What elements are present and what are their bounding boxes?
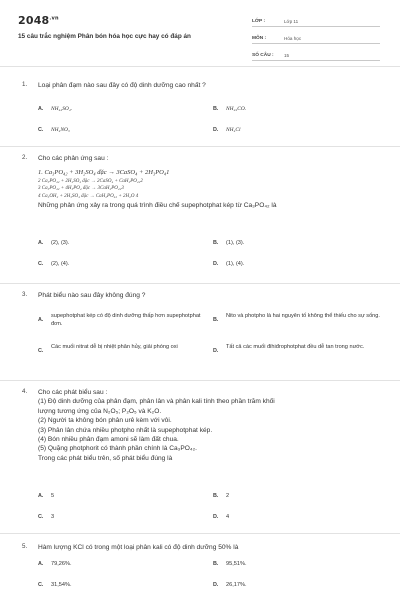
question-line: Loại phân đạm nào sau đây có độ dinh dưỡng cao nhất ? [38,82,206,89]
reaction-equation: 1. Ca₃PO₄₂ + 3H₂SO₄ đặc → 3CaSO₄ + 2H₃PO₄1 [38,169,170,177]
option-c[interactable] [38,344,208,354]
reaction-equation: 4 Ca₃OH₂ + 2H₃SO₄ đặc → CaH₂PO₄₂ + 2H₂O 4 [38,194,139,199]
meta-key: LỚP : [252,19,266,24]
option-letter: A. [38,561,44,567]
option-a[interactable] [38,106,72,114]
option-c[interactable] [38,582,72,590]
option-letter: D. [213,127,219,133]
meta-row-subject [252,32,380,44]
option-text: 31,54%. [51,582,72,588]
option-text: NH₄₂SO₄. [51,106,73,112]
document-title: 15 câu trắc nghiệm Phân bón hóa học cực hay có đáp án [18,33,191,40]
question-line: Cho các phản ứng sau : [38,155,109,162]
option-text: supephotphat kép có độ dinh dưỡng thấp hơn supephotphat đơn. [51,313,201,327]
option-a[interactable] [38,493,54,501]
question-line: Hàm lượng KCl có trong một loại phân kali có độ dinh dưỡng 50% là [38,544,239,551]
question-divider [0,380,400,381]
meta-row-count [252,49,380,61]
question-divider [0,146,400,147]
option-text: (1), (4). [226,261,245,267]
question-divider [0,283,400,284]
logo-text: 2048 [18,14,50,27]
question-3 [22,291,382,375]
question-line: Cho các phát biểu sau : [38,389,108,396]
option-letter: D. [213,514,219,520]
option-letter: A. [38,317,44,323]
option-c[interactable] [38,261,69,269]
option-text: (1), (3). [226,240,245,246]
meta-value: 15 [284,53,290,58]
question-text [38,291,382,300]
reaction-equation: 2 Ca₃PO₄₂ + 2H₂SO₄ đặc → 2CaSO₄ + CaH₂PO₄₂2 [38,178,143,184]
question-number: 1. [22,81,28,88]
option-text: NH₄NO₃ [51,127,70,133]
option-a[interactable] [38,240,69,248]
option-text: NH₂₂CO. [226,106,247,112]
question-number: 2. [22,154,28,161]
question-5 [22,543,382,598]
question-line: Trong các phát biểu trên, số phát biểu đúng là [38,454,173,462]
meta-key: MÔN : [252,36,267,41]
option-text: 4 [226,514,230,520]
option-letter: D. [213,348,219,354]
question-text [38,81,382,90]
question-text [38,543,382,552]
meta-value: Lớp 11 [284,19,299,24]
question-2 [22,154,382,280]
question-1 [22,81,382,145]
option-text: 2 [226,493,230,499]
option-letter: C. [38,514,44,520]
question-4 [22,388,382,528]
question-number: 3. [22,291,28,298]
question-number: 5. [22,543,28,550]
option-text: Các muối nitrat dễ bị nhiệt phân hủy, giải phóng oxi [51,344,178,350]
option-b[interactable] [213,313,381,323]
option-letter: D. [213,582,219,588]
reaction-equation: 3 Ca₃PO₄₂ + 4H₃PO₄ đặc → 3CaH₂PO₄₂3 [38,186,124,192]
option-d[interactable] [213,344,381,354]
question-text [38,388,382,463]
option-a[interactable] [38,561,72,569]
question-line: (5) Quặng photphorit có thành phần chính là Ca₃PO₄₂. [38,445,197,453]
logo-suffix: .vn [49,15,59,22]
option-b[interactable] [213,493,229,501]
option-b[interactable] [213,240,244,248]
option-letter: B. [213,106,219,112]
option-letter: C. [38,261,44,267]
question-number: 4. [22,388,28,395]
option-d[interactable] [213,261,244,269]
option-letter: C. [38,582,44,588]
option-b[interactable] [213,561,247,569]
question-text [38,154,382,210]
option-text: NH₄Cl [226,127,241,133]
option-text: 26,17%. [226,582,247,588]
option-a[interactable] [38,313,208,328]
meta-table [252,15,380,66]
question-line: (4) Bón nhiều phân đạm amoni sẽ làm đất chua. [38,436,179,444]
option-text: 95,51%. [226,561,247,567]
option-letter: A. [38,240,44,246]
option-text: Tất cả các muối đihiđrophotphat đều dễ tan trong nước. [226,344,365,350]
option-text: (2), (4). [51,261,70,267]
meta-key: SỐ CÂU : [252,53,274,58]
option-d[interactable] [213,127,240,135]
option-letter: B. [213,561,219,567]
question-line: Những phản ứng xảy ra trong quá trình điều chế supephotphat kép từ Ca₃PO₄₂ là [38,201,277,209]
option-d[interactable] [213,582,247,590]
question-line: Phát biểu nào sau đây không đúng ? [38,292,146,299]
option-letter: B. [213,493,219,499]
question-line: (3) Phân lân chứa nhiều photpho nhất là supephotphat kép. [38,426,213,434]
option-letter: A. [38,493,44,499]
option-text: (2), (3). [51,240,70,246]
option-text: 79,26%. [51,561,72,567]
meta-value: Hóa học [284,36,302,41]
option-text: 5 [51,493,55,499]
meta-row-class [252,15,380,27]
option-letter: B. [213,240,219,246]
site-logo[interactable] [18,14,59,27]
question-line: (1) Độ dinh dưỡng của phân đạm, phân lân và phân kali tính theo phần trăm khối [38,398,275,406]
question-line: lượng tương ứng của N₂O₅; P₂O₅ và K₂O. [38,407,162,415]
question-line: (2) Người ta không bón phân urê kèm với vôi. [38,417,172,425]
option-c[interactable] [38,127,70,135]
option-letter: A. [38,106,44,112]
option-text: Nito và photpho là hai nguyên tố không thể thiếu cho sự sống. [226,313,380,319]
option-letter: D. [213,261,219,267]
question-divider [0,533,400,534]
option-letter: B. [213,317,219,323]
option-c[interactable] [38,514,54,522]
header-divider [0,66,400,67]
option-d[interactable] [213,514,229,522]
option-letter: C. [38,127,44,133]
option-letter: C. [38,348,44,354]
option-text: 3 [51,514,55,520]
document-header [0,0,400,66]
option-b[interactable] [213,106,246,114]
